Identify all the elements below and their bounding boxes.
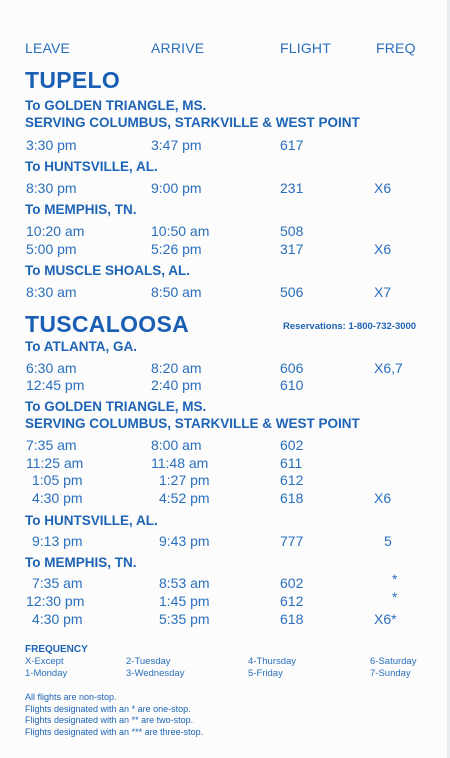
footnote: All flights are non-stop. xyxy=(25,692,117,702)
footnote: Flights designated with an ** are two-stop. xyxy=(25,715,194,725)
destination-title: To MEMPHIS, TN. xyxy=(25,202,137,217)
leave-time: 3:30 pm xyxy=(26,137,77,153)
schedule-row xyxy=(0,611,450,627)
destination-heading xyxy=(25,512,158,529)
legend-item: 6-Saturday xyxy=(370,656,417,667)
destination-title: To HUNTSVILLE, AL. xyxy=(25,513,158,528)
schedule-row xyxy=(0,377,450,393)
schedule-row xyxy=(0,241,450,257)
city-heading-tuscaloosa: TUSCALOOSA xyxy=(25,311,189,337)
arrive-time: 4:52 pm xyxy=(159,490,210,506)
arrive-time: 10:50 am xyxy=(151,223,210,239)
frequency: X6,7 xyxy=(374,360,403,376)
arrive-time: 1:27 pm xyxy=(159,472,210,488)
leave-time: 4:30 pm xyxy=(32,490,83,506)
leave-time: 7:35 am xyxy=(26,437,77,453)
arrive-time: 1:45 pm xyxy=(159,593,210,609)
legend-item: 1-Monday xyxy=(25,668,68,679)
reservations-phone: Reservations: 1-800-732-3000 xyxy=(283,321,417,332)
destination-title: To MUSCLE SHOALS, AL. xyxy=(25,263,190,278)
schedule-row xyxy=(0,223,450,239)
arrive-time: 2:40 pm xyxy=(151,377,202,393)
flight-number: 506 xyxy=(280,284,304,300)
leave-time: 7:35 am xyxy=(32,575,83,591)
schedule-row xyxy=(0,284,450,300)
destination-title: To ATLANTA, GA. xyxy=(25,339,137,354)
flight-number: 618 xyxy=(280,611,304,627)
leave-time: 1:05 pm xyxy=(32,472,83,488)
destination-heading xyxy=(25,201,137,218)
header-leave: LEAVE xyxy=(25,40,71,56)
arrive-time: 9:43 pm xyxy=(159,533,210,549)
flight-number: 612 xyxy=(280,472,304,488)
leave-time: 10:20 am xyxy=(26,223,85,239)
footnotes xyxy=(25,692,203,738)
schedule-row xyxy=(0,472,450,488)
leave-time: 12:45 pm xyxy=(26,377,85,393)
legend-item: 7-Sunday xyxy=(370,668,411,679)
arrive-time: 8:00 am xyxy=(151,437,202,453)
schedule-row xyxy=(0,571,450,591)
leave-time: 12:30 pm xyxy=(26,593,85,609)
leave-time: 8:30 am xyxy=(26,284,77,300)
flight-number: 508 xyxy=(280,223,304,239)
legend-item: 3-Wednesday xyxy=(126,668,185,679)
leave-time: 5:00 pm xyxy=(26,241,77,257)
destination-heading xyxy=(25,97,360,131)
leave-time: 9:13 pm xyxy=(32,533,83,549)
flight-number: 231 xyxy=(280,180,304,196)
flight-number: 611 xyxy=(280,455,303,471)
flight-number: 612 xyxy=(280,593,304,609)
frequency: X6 xyxy=(374,180,392,196)
flight-number: 602 xyxy=(280,437,304,453)
flight-number: 617 xyxy=(280,137,304,153)
arrive-time: 8:53 am xyxy=(159,575,210,591)
header-freq: FREQ xyxy=(376,40,416,56)
schedule-row xyxy=(0,533,450,549)
destination-title: To GOLDEN TRIANGLE, MS. xyxy=(25,98,207,113)
frequency: X6 xyxy=(374,490,392,506)
arrive-time: 8:20 am xyxy=(151,360,202,376)
schedule-row xyxy=(0,455,450,471)
destination-title: To MEMPHIS, TN. xyxy=(25,555,137,570)
schedule-row xyxy=(0,360,450,376)
destination-heading xyxy=(25,398,360,432)
leave-time: 4:30 pm xyxy=(32,611,83,627)
footnote: Flights designated with an * are one-stop. xyxy=(25,703,191,714)
header-flight: FLIGHT xyxy=(280,40,331,56)
destination-heading xyxy=(25,554,137,571)
city-heading-tupelo: TUPELO xyxy=(25,67,121,93)
frequency-legend-title: FREQUENCY xyxy=(25,644,88,655)
arrive-time: 3:47 pm xyxy=(151,137,202,153)
flight-number: 610 xyxy=(280,377,304,393)
arrive-time: 8:50 am xyxy=(151,284,202,300)
frequency: X7 xyxy=(374,284,392,300)
header-arrive: ARRIVE xyxy=(151,40,205,56)
flight-number: 602 xyxy=(280,575,304,591)
schedule-row xyxy=(0,589,450,609)
schedule-row xyxy=(0,490,450,506)
destination-heading xyxy=(25,158,158,175)
frequency: 5 xyxy=(384,533,392,549)
arrive-time: 11:48 am xyxy=(151,455,209,471)
leave-time: 11:25 am xyxy=(26,455,84,471)
flight-number: 606 xyxy=(280,360,304,376)
destination-subtitle: SERVING COLUMBUS, STARKVILLE & WEST POINT xyxy=(25,416,360,431)
flight-number: 618 xyxy=(280,490,304,506)
frequency: X6 xyxy=(374,241,392,257)
footnote: Flights designated with an *** are three-stop. xyxy=(25,726,204,737)
frequency: X6* xyxy=(374,611,397,627)
leave-time: 8:30 pm xyxy=(26,180,77,196)
destination-heading xyxy=(25,262,190,279)
leave-time: 6:30 am xyxy=(26,360,77,376)
destination-title: To HUNTSVILLE, AL. xyxy=(25,159,158,174)
destination-title: To GOLDEN TRIANGLE, MS. xyxy=(25,399,207,414)
flight-number: 317 xyxy=(280,241,304,257)
arrive-time: 9:00 pm xyxy=(151,180,202,196)
schedule-row xyxy=(0,437,450,453)
arrive-time: 5:35 pm xyxy=(159,611,210,627)
frequency: * xyxy=(392,589,398,605)
flight-number: 777 xyxy=(280,533,304,549)
destination-heading xyxy=(25,338,137,355)
legend-item: 5-Friday xyxy=(248,668,283,679)
schedule-row xyxy=(0,137,450,153)
legend-item: 4-Thursday xyxy=(248,656,297,667)
destination-subtitle: SERVING COLUMBUS, STARKVILLE & WEST POINT xyxy=(25,115,360,130)
legend-item: X-Except xyxy=(25,656,64,667)
column-header xyxy=(0,40,450,56)
legend-item: 2-Tuesday xyxy=(126,656,171,667)
arrive-time: 5:26 pm xyxy=(151,241,202,257)
frequency: * xyxy=(392,571,398,587)
schedule-row xyxy=(0,180,450,196)
